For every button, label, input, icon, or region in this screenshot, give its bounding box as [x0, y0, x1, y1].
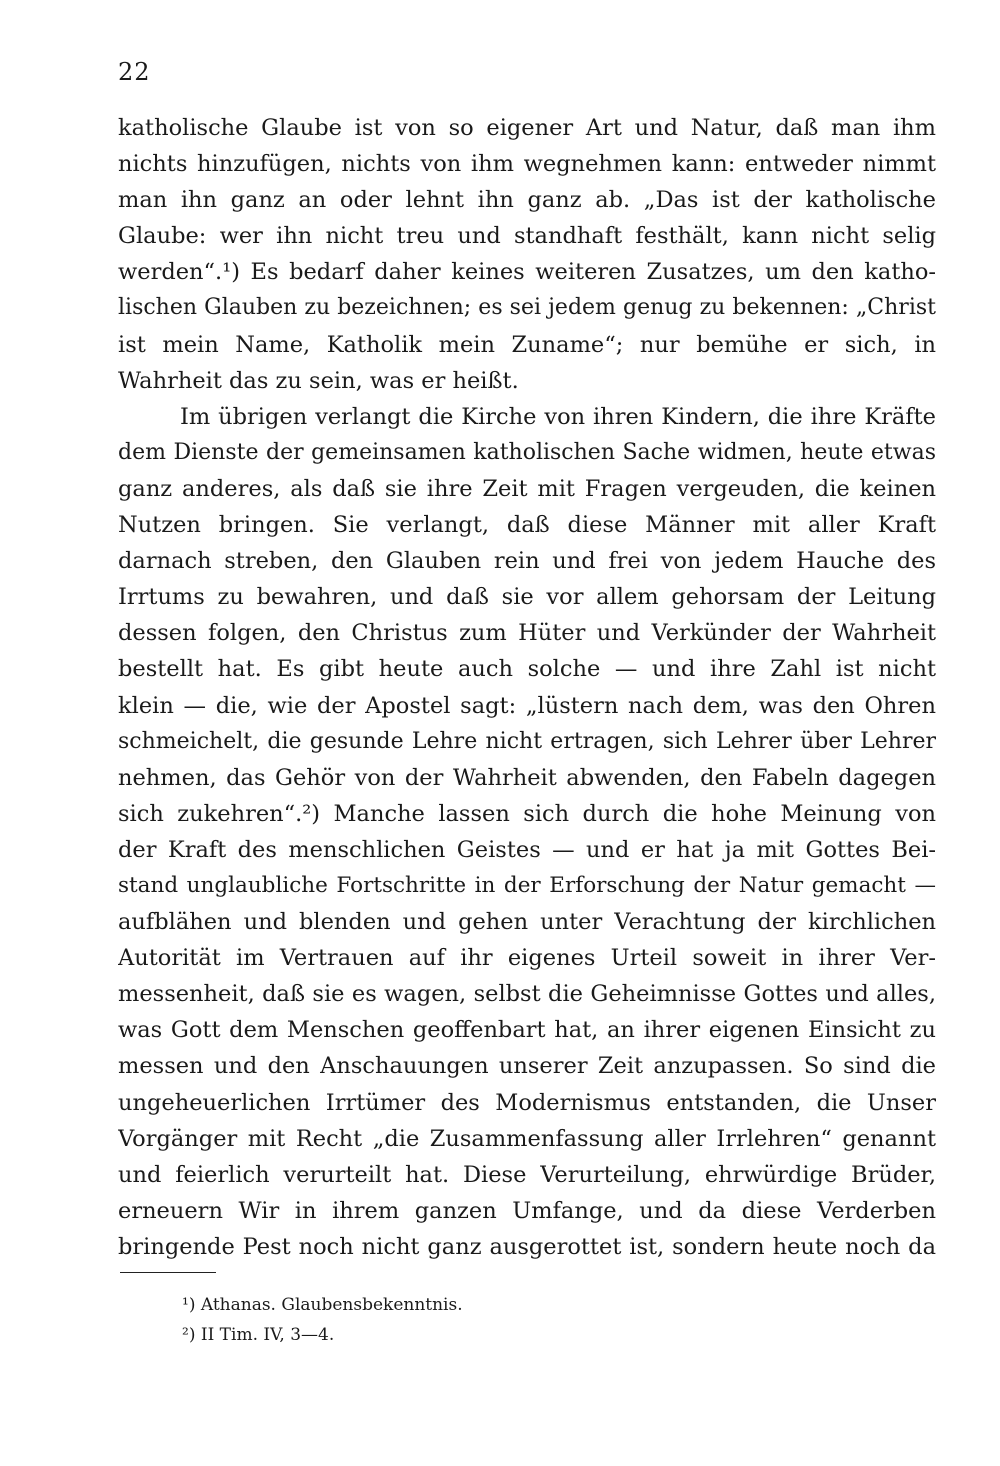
- text-line: bestellt hat. Es gibt heute auch solche — und ihre Zahl ist nicht: [118, 656, 936, 683]
- text-line: erneuern Wir in ihrem ganzen Umfange, und da diese Verderben: [118, 1197, 936, 1224]
- text-line: Glaube: wer ihn nicht treu und standhaft festhält, kann nicht selig: [118, 223, 936, 250]
- text-line: Im übrigen verlangt die Kirche von ihren Kindern, die ihre Kräfte: [180, 403, 936, 430]
- text-line: messenheit, daß sie es wagen, selbst die Geheimnisse Gottes und alles,: [118, 981, 936, 1008]
- footnote: ¹) Athanas. Glaubensbekenntnis.: [182, 1295, 463, 1315]
- text-line: katholische Glaube ist von so eigener Art und Natur, daß man ihm: [118, 115, 936, 141]
- text-line: bringende Pest noch nicht ganz ausgerottet ist, sondern heute noch da: [118, 1233, 936, 1260]
- text-line: Irrtums zu bewahren, und daß sie vor allem gehorsam der Leitung: [118, 584, 936, 611]
- text-line: Autorität im Vertrauen auf ihr eigenes Urteil soweit in ihrer Ver-: [118, 945, 936, 972]
- text-line: was Gott dem Menschen geoffenbart hat, an ihrer eigenen Einsicht zu: [118, 1017, 936, 1044]
- text-line: der Kraft des menschlichen Geistes — und er hat ja mit Gottes Bei-: [118, 836, 936, 863]
- text-line: lischen Glauben zu bezeichnen; es sei jedem genug zu bekennen: „Christ: [118, 295, 936, 321]
- text-line: dem Dienste der gemeinsamen katholischen Sache widmen, heute etwas: [118, 439, 936, 465]
- text-line: aufblähen und blenden und gehen unter Verachtung der kirchlichen: [118, 909, 936, 936]
- text-line: dessen folgen, den Christus zum Hüter und Verkünder der Wahrheit: [118, 620, 936, 647]
- text-line: ganz anderes, als daß sie ihre Zeit mit Fragen vergeuden, die keinen: [118, 475, 936, 502]
- text-line: nichts hinzufügen, nichts von ihm wegnehmen kann: entweder nimmt: [118, 151, 936, 178]
- text-line: man ihn ganz an oder lehnt ihn ganz ab. „Das ist der katholische: [118, 187, 936, 214]
- text-line: klein — die, wie der Apostel sagt: „lüstern nach dem, was den Ohren: [118, 692, 936, 719]
- text-line: sich zukehren“.²) Manche lassen sich durch die hohe Meinung von: [118, 800, 936, 827]
- text-line: ist mein Name, Katholik mein Zuname“; nur bemühe er sich, in: [118, 331, 936, 358]
- footnotes: [182, 1290, 463, 1350]
- text-line: ungeheuerlichen Irrtümer des Modernismus entstanden, die Unser: [118, 1089, 936, 1116]
- page-number: 22: [118, 58, 151, 86]
- body-text: [118, 110, 936, 1265]
- text-line: stand unglaubliche Fortschritte in der Erforschung der Natur gemacht —: [118, 872, 936, 898]
- text-line: messen und den Anschauungen unserer Zeit anzupassen. So sind die: [118, 1053, 936, 1080]
- text-line: Wahrheit das zu sein, was er heißt.: [118, 367, 519, 394]
- text-line: darnach streben, den Glauben rein und frei von jedem Hauche des: [118, 548, 936, 575]
- text-line: werden“.¹) Es bedarf daher keines weiteren Zusatzes, um den katho-: [118, 259, 936, 286]
- text-line: schmeichelt, die gesunde Lehre nicht ertragen, sich Lehrer über Lehrer: [118, 728, 936, 754]
- text-line: Vorgänger mit Recht „die Zusammenfassung aller Irrlehren“ genannt: [118, 1125, 936, 1152]
- text-line: Nutzen bringen. Sie verlangt, daß diese Männer mit aller Kraft: [118, 512, 936, 539]
- text-line: und feierlich verurteilt hat. Diese Verurteilung, ehrwürdige Brüder,: [118, 1161, 936, 1188]
- footnote: ²) II Tim. IV, 3—4.: [182, 1325, 335, 1345]
- footnote-divider: [120, 1272, 216, 1273]
- text-line: nehmen, das Gehör von der Wahrheit abwenden, den Fabeln dagegen: [118, 764, 936, 791]
